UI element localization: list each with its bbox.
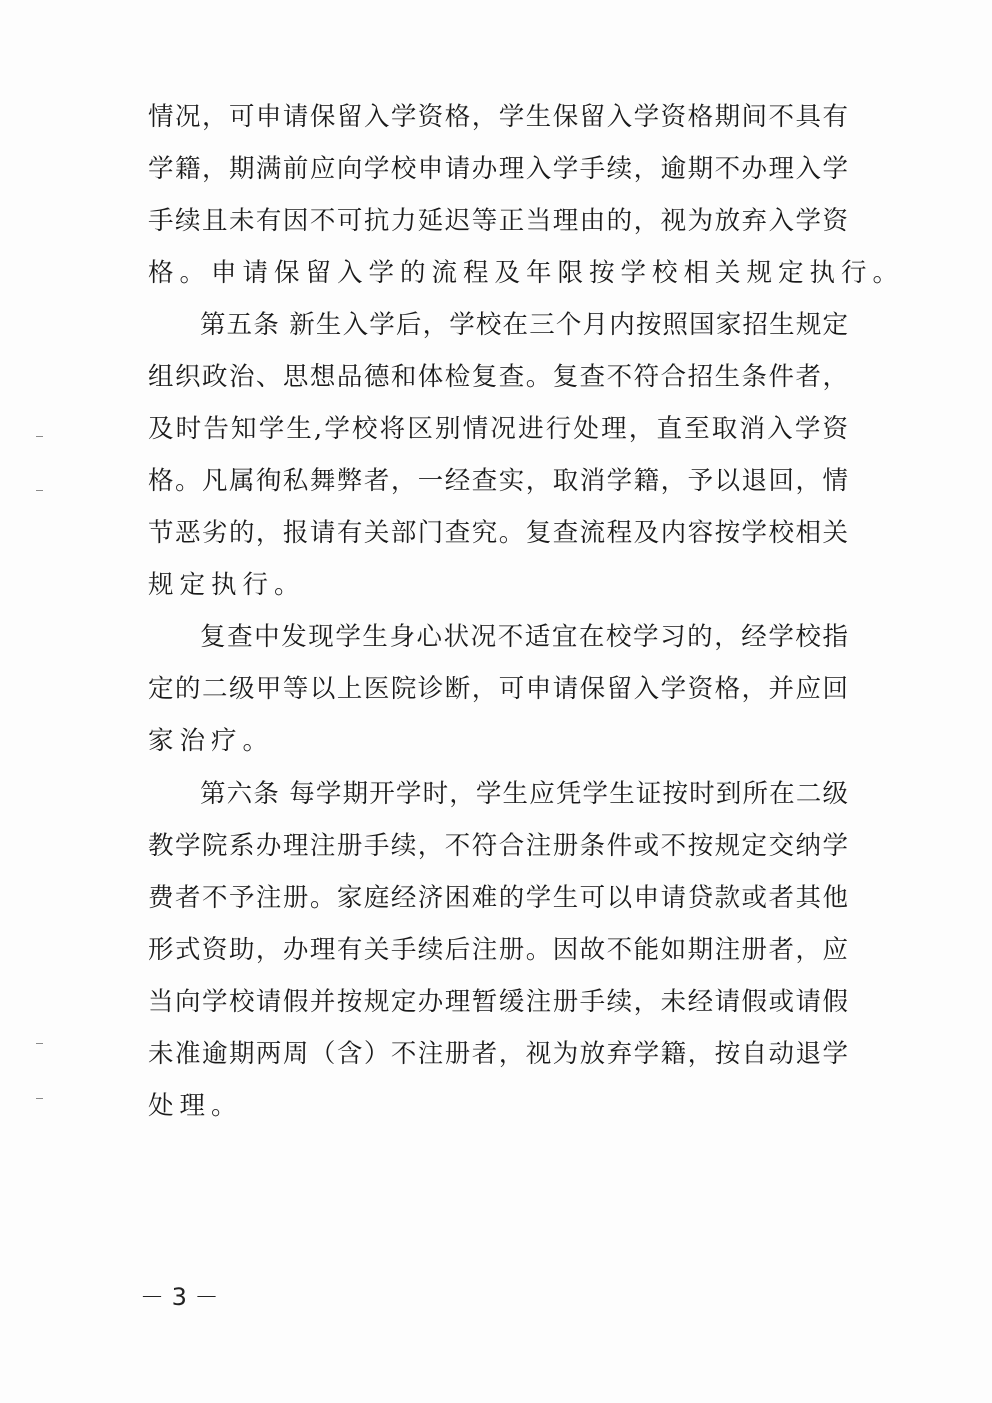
scan-mark [36,436,43,437]
text-line: 及时告知学生,学校将区别情况进行处理，直至取消入学资 [148,414,848,444]
scan-mark [36,490,43,491]
text-line: 教学院系办理注册手续，不符合注册条件或不按规定交纳学 [148,831,848,861]
text-line: 情况，可申请保留入学资格，学生保留入学资格期间不具有 [148,102,848,132]
text-line: 家治疗。 [148,726,275,756]
page-number: － 3 － [140,1283,219,1311]
article-6-heading-line: 第六条 每学期开学时，学生应凭学生证按时到所在二级 [200,779,848,809]
text-line: 手续且未有因不可抗力延迟等正当理由的，视为放弃入学资 [148,206,848,236]
text-line: 当向学校请假并按规定办理暂缓注册手续，未经请假或请假 [148,987,848,1017]
text-line: 形式资助，办理有关手续后注册。因故不能如期注册者，应 [148,935,848,965]
text-line: 规定执行。 [148,570,306,600]
paragraph-start-line: 复查中发现学生身心状况不适宜在校学习的，经学校指 [200,622,848,652]
text-line: 组织政治、思想品德和体检复查。复查不符合招生条件者， [148,362,848,392]
scan-mark [36,1098,43,1099]
text-line: 费者不予注册。家庭经济困难的学生可以申请贷款或者其他 [148,883,848,913]
text-line: 节恶劣的，报请有关部门查究。复查流程及内容按学校相关 [148,518,848,548]
text-line: 未准逾期两周（含）不注册者，视为放弃学籍，按自动退学 [148,1039,848,1069]
text-line: 格。申请保留入学的流程及年限按学校相关规定执行。 [148,258,905,288]
scan-mark [36,1043,43,1044]
text-line: 学籍，期满前应向学校申请办理入学手续，逾期不办理入学 [148,154,848,184]
text-line: 定的二级甲等以上医院诊断，可申请保留入学资格，并应回 [148,674,848,704]
text-line: 格。凡属徇私舞弊者，一经查实，取消学籍，予以退回，情 [148,466,848,496]
article-5-heading-line: 第五条 新生入学后，学校在三个月内按照国家招生规定 [200,310,848,340]
text-line: 处理。 [148,1091,243,1121]
